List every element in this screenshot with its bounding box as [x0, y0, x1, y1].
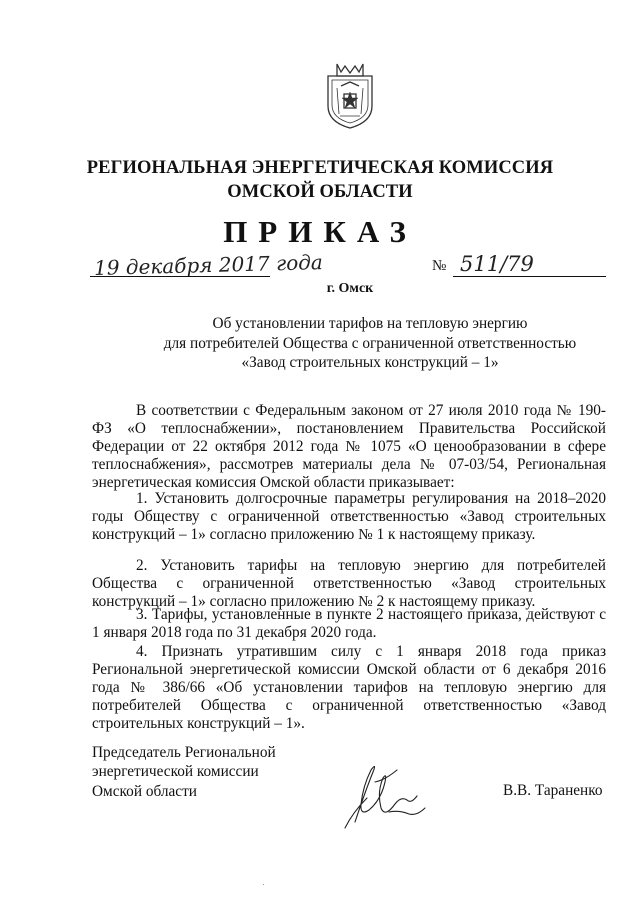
document-type: ПРИКАЗ [223, 214, 417, 249]
order-subject [100, 314, 640, 373]
number-label: № [432, 258, 447, 274]
order-date: 19 декабря 2017 года [93, 250, 324, 280]
city: г. Омск [326, 281, 374, 296]
signer-title-line: Омской области [92, 782, 197, 800]
organization-title: РЕГИОНАЛЬНАЯ ЭНЕРГЕТИЧЕСКАЯ КОМИССИЯ [86, 158, 554, 178]
order-item-4: 4. Признать утратившим силу с 1 января 2018 года приказ Региональной энергетической комиссии Омской области от 6 декабря 2016 года № 386/66 «Об установлении тарифов на тепловую энергию для потребителей Общества с ограниченной ответственностью «Завод строительных конструкций – 1». [92, 643, 606, 732]
signer-title-line: энергетической комиссии [92, 763, 259, 781]
order-item-2: 2. Установить тарифы на тепловую энергию для потребителей Общества с ограниченной ответственностью «Завод строительных конструкций – 1» согласно приложению № 2 к настоящему приказу. [92, 557, 606, 610]
order-number: 511/79 [460, 252, 534, 276]
signer-name: В.В. Тараненко [503, 782, 603, 799]
organization-subtitle: ОМСКОЙ ОБЛАСТИ [227, 182, 413, 202]
preamble-paragraph: В соответствии с Федеральным законом от 27 июля 2010 года № 190-ФЗ «О теплоснабжении», постановлением Правительства Российской Федерации от 22 октября 2012 года № 1075 «О ценообразовании в сфере теплоснабжения», рассмотрев материалы дела № 07-03/54, Региональная энергетическая комиссия Омской области приказывает: [92, 402, 606, 491]
number-underline [453, 276, 606, 277]
subject-line: «Завод строительных конструкций – 1» [241, 354, 499, 371]
order-item-1: 1. Установить долгосрочные параметры регулирования на 2018–2020 годы Обществу с ограниченной ответственностью «Завод строительных конструкций – 1» согласно приложению № 1 к настоящему приказу. [92, 490, 606, 543]
subject-line: Об установлении тарифов на тепловую энергию [212, 315, 528, 332]
signer-title-line: Председатель Региональной [92, 744, 276, 761]
page-mark [263, 884, 264, 885]
date-underline [90, 276, 270, 277]
coat-of-arms-icon [323, 58, 377, 130]
signer-title [92, 743, 276, 801]
handwritten-signature-icon [325, 752, 435, 832]
subject-line: для потребителей Общества с ограниченной ответственностью [163, 334, 577, 352]
order-item-3: 3. Тарифы, установленные в пункте 2 настоящего приказа, действуют с 1 января 2018 года по 31 декабря 2020 года. [92, 606, 606, 641]
